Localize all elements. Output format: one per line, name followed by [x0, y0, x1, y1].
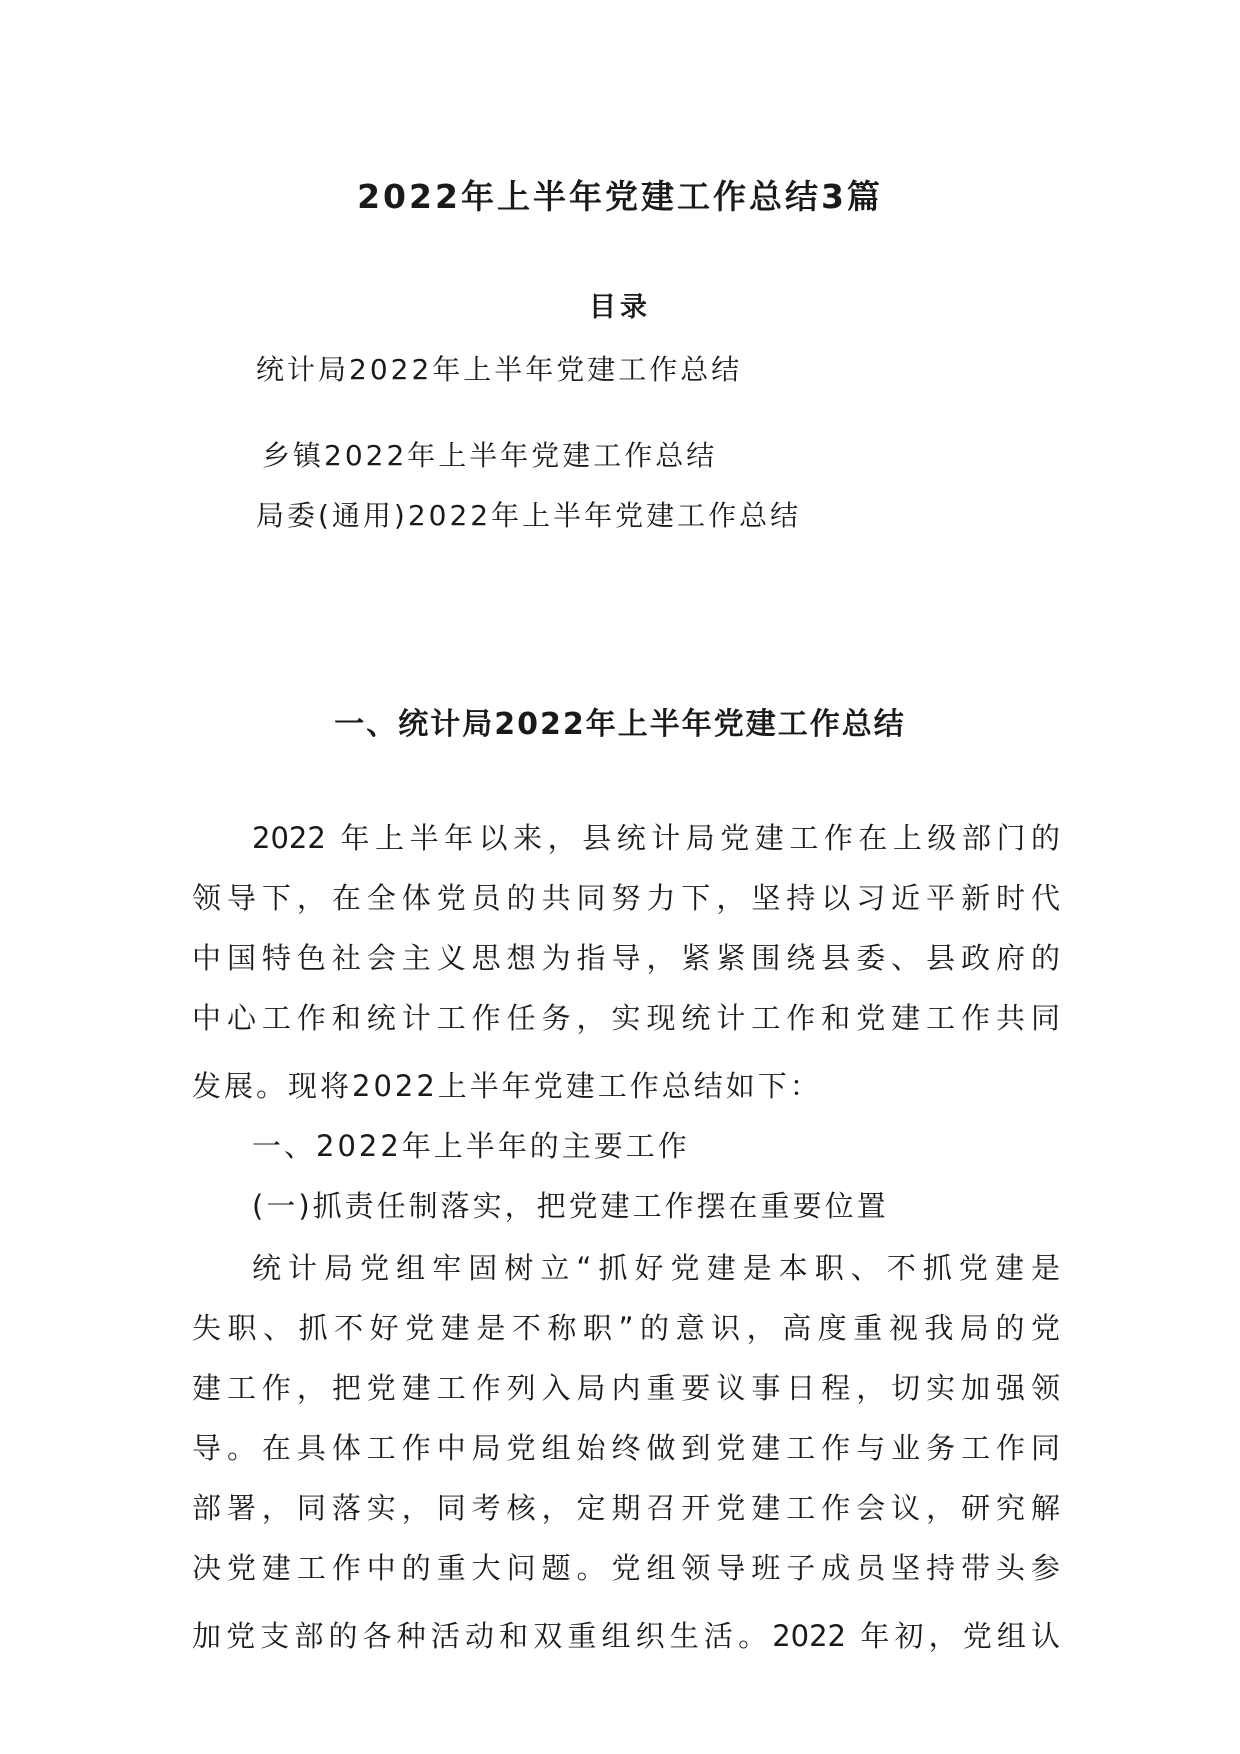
document-title: 2022年上半年党建工作总结3篇 — [357, 177, 883, 216]
toc-item-2: 乡镇2022年上半年党建工作总结 — [262, 439, 718, 472]
toc-item-3: 局委(通用)2022年上半年党建工作总结 — [256, 499, 802, 532]
toc-item-1: 统计局2022年上半年党建工作总结 — [256, 353, 743, 386]
body-line: 建工作，把党建工作列入局内重要议事日程，切实加强领 — [192, 1371, 1060, 1405]
section-title: 一、统计局2022年上半年党建工作总结 — [334, 707, 906, 742]
body-line: 导。在具体工作中局党组始终做到党建工作与业务工作同 — [192, 1431, 1060, 1465]
body-line: 失职、抓不好党建是不称职”的意识，高度重视我局的党 — [192, 1311, 1060, 1345]
body-line: 发展。现将2022上半年党建工作总结如下： — [192, 1069, 822, 1103]
body-line: (一)抓责任制落实，把党建工作摆在重要位置 — [252, 1189, 889, 1223]
body-line: 中心工作和统计工作任务，实现统计工作和党建工作共同 — [192, 1001, 1060, 1035]
body-line: 统计局党组牢固树立“抓好党建是本职、不抓党建是 — [252, 1251, 1060, 1285]
body-line: 2022 年上半年以来，县统计局党建工作在上级部门的 — [252, 821, 1060, 855]
body-line: 加党支部的各种活动和双重组织生活。2022 年初，党组认 — [192, 1619, 1060, 1653]
body-line: 部署，同落实，同考核，定期召开党建工作会议，研究解 — [192, 1491, 1060, 1525]
body-line: 领导下，在全体党员的共同努力下，坚持以习近平新时代 — [192, 881, 1060, 915]
body-line: 一、2022年上半年的主要工作 — [252, 1129, 690, 1163]
body-line: 决党建工作中的重大问题。党组领导班子成员坚持带头参 — [192, 1551, 1060, 1585]
toc-heading: 目录 — [589, 292, 651, 323]
body-line: 中国特色社会主义思想为指导，紧紧围绕县委、县政府的 — [192, 941, 1060, 975]
